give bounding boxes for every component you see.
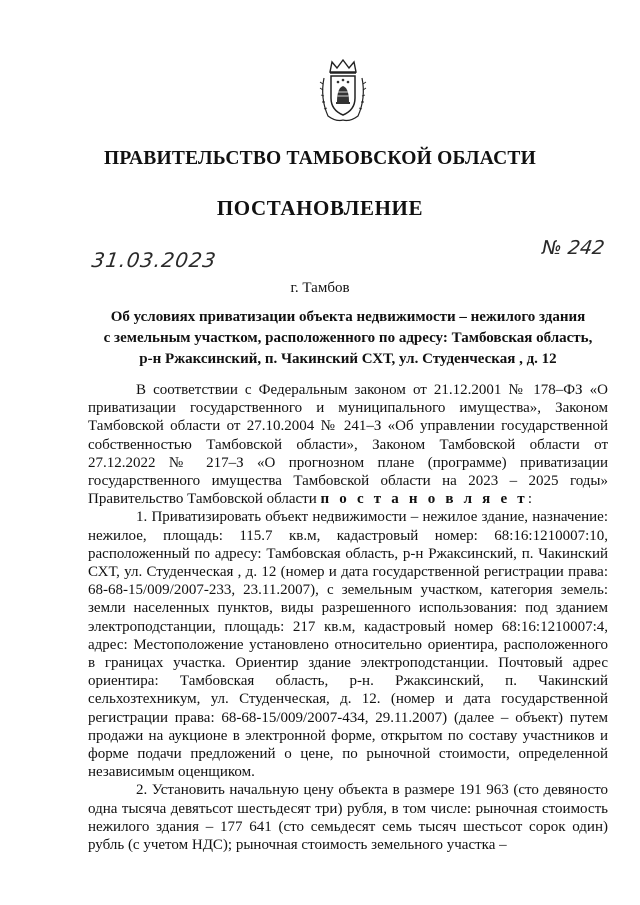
document-date: 31.03.2023 <box>90 248 219 272</box>
document-body <box>88 381 608 854</box>
coat-of-arms-icon <box>318 58 368 124</box>
document-heading <box>88 307 608 370</box>
document-number <box>542 237 604 259</box>
heading-line: Об условиях приватизации объекта недвижимости – нежилого здания <box>110 309 586 325</box>
preamble-text: В соответствии с Федеральным законом от 21.12.2001 № 178–ФЗ «О приватизации государственного и муниципального имущества», Законом Тамбовской области от 27.10.2004 № 241–З «Об управлении государственной собственностью Тамбовской области», Законом Тамбовской области от 27.12.2022 № 217–З «О прогнозном плане (программе) приватизации государственного имущества Тамбовской области на 2023 – 2025 годы» Правительство Тамбовской области <box>88 382 608 508</box>
heading-line: с земельным участком, расположенного по адресу: Тамбовская область, <box>103 330 593 346</box>
number-value: 242 <box>566 237 606 259</box>
preamble-paragraph <box>88 381 608 508</box>
decree-word: п о с т а н о в л я е т <box>320 491 528 508</box>
document-type: ПОСТАНОВЛЕНИЕ <box>216 196 424 220</box>
government-title: ПРАВИТЕЛЬСТВО ТАМБОВСКОЙ ОБЛАСТИ <box>104 148 536 169</box>
number-prefix: № <box>542 237 562 259</box>
heading-line: р-н Ржаксинский, п. Чакинский СХТ, ул. Студенческая , д. 12 <box>139 351 557 367</box>
city-name: г. Тамбов <box>290 280 350 296</box>
item-1-paragraph: 1. Приватизировать объект недвижимости – нежилое здание, назначение: нежилое, площадь: 115.7 кв.м, кадастровый номер: 68:16:1210007:10, расположенный по адресу: Тамбовская область, р-н Ржаксинский, п. Чакинский СХТ, ул. Студенческая , д. 12 (номер и дата государственной регистрации права: 68-68-15/009/2007-233, 23.11.2007), с земельным участком, категория земель: земли населенных пунктов, виды разрешенного использования: под зданием электроподстанции, площадь: 217 кв.м, кадастровый номер 68:16:1210007:4, адрес: Местоположение установлено относительно ориентира, расположенного в границах участка. Ориентир здание электроподстанции. Почтовый адрес ориентира: Тамбовская область, р-н. Ржаксинский, п. Чакинский сельхозтехникум, ул. Студенческая, д. 12. (номер и дата государственной регистрации права: 68-68-15/009/2007-434, 29.11.2007) (далее – объект) путем продажи на аукционе в электронной форме, открытом по составу участников и форме подачи предложений о цене, по рыночной стоимости, определенной независимым оценщиком. <box>88 509 608 781</box>
decree-suffix: : <box>527 491 532 508</box>
item-2-paragraph: 2. Установить начальную цену объекта в размере 191 963 (сто девяносто одна тысяча девятьсот шестьдесят три) рубля, в том числе: рыночная стоимость нежилого здания – 177 641 (сто семьдесят семь тысяч шестьсот сорок один) рубль (с учетом НДС); рыночная стоимость земельного участка – <box>88 782 608 854</box>
